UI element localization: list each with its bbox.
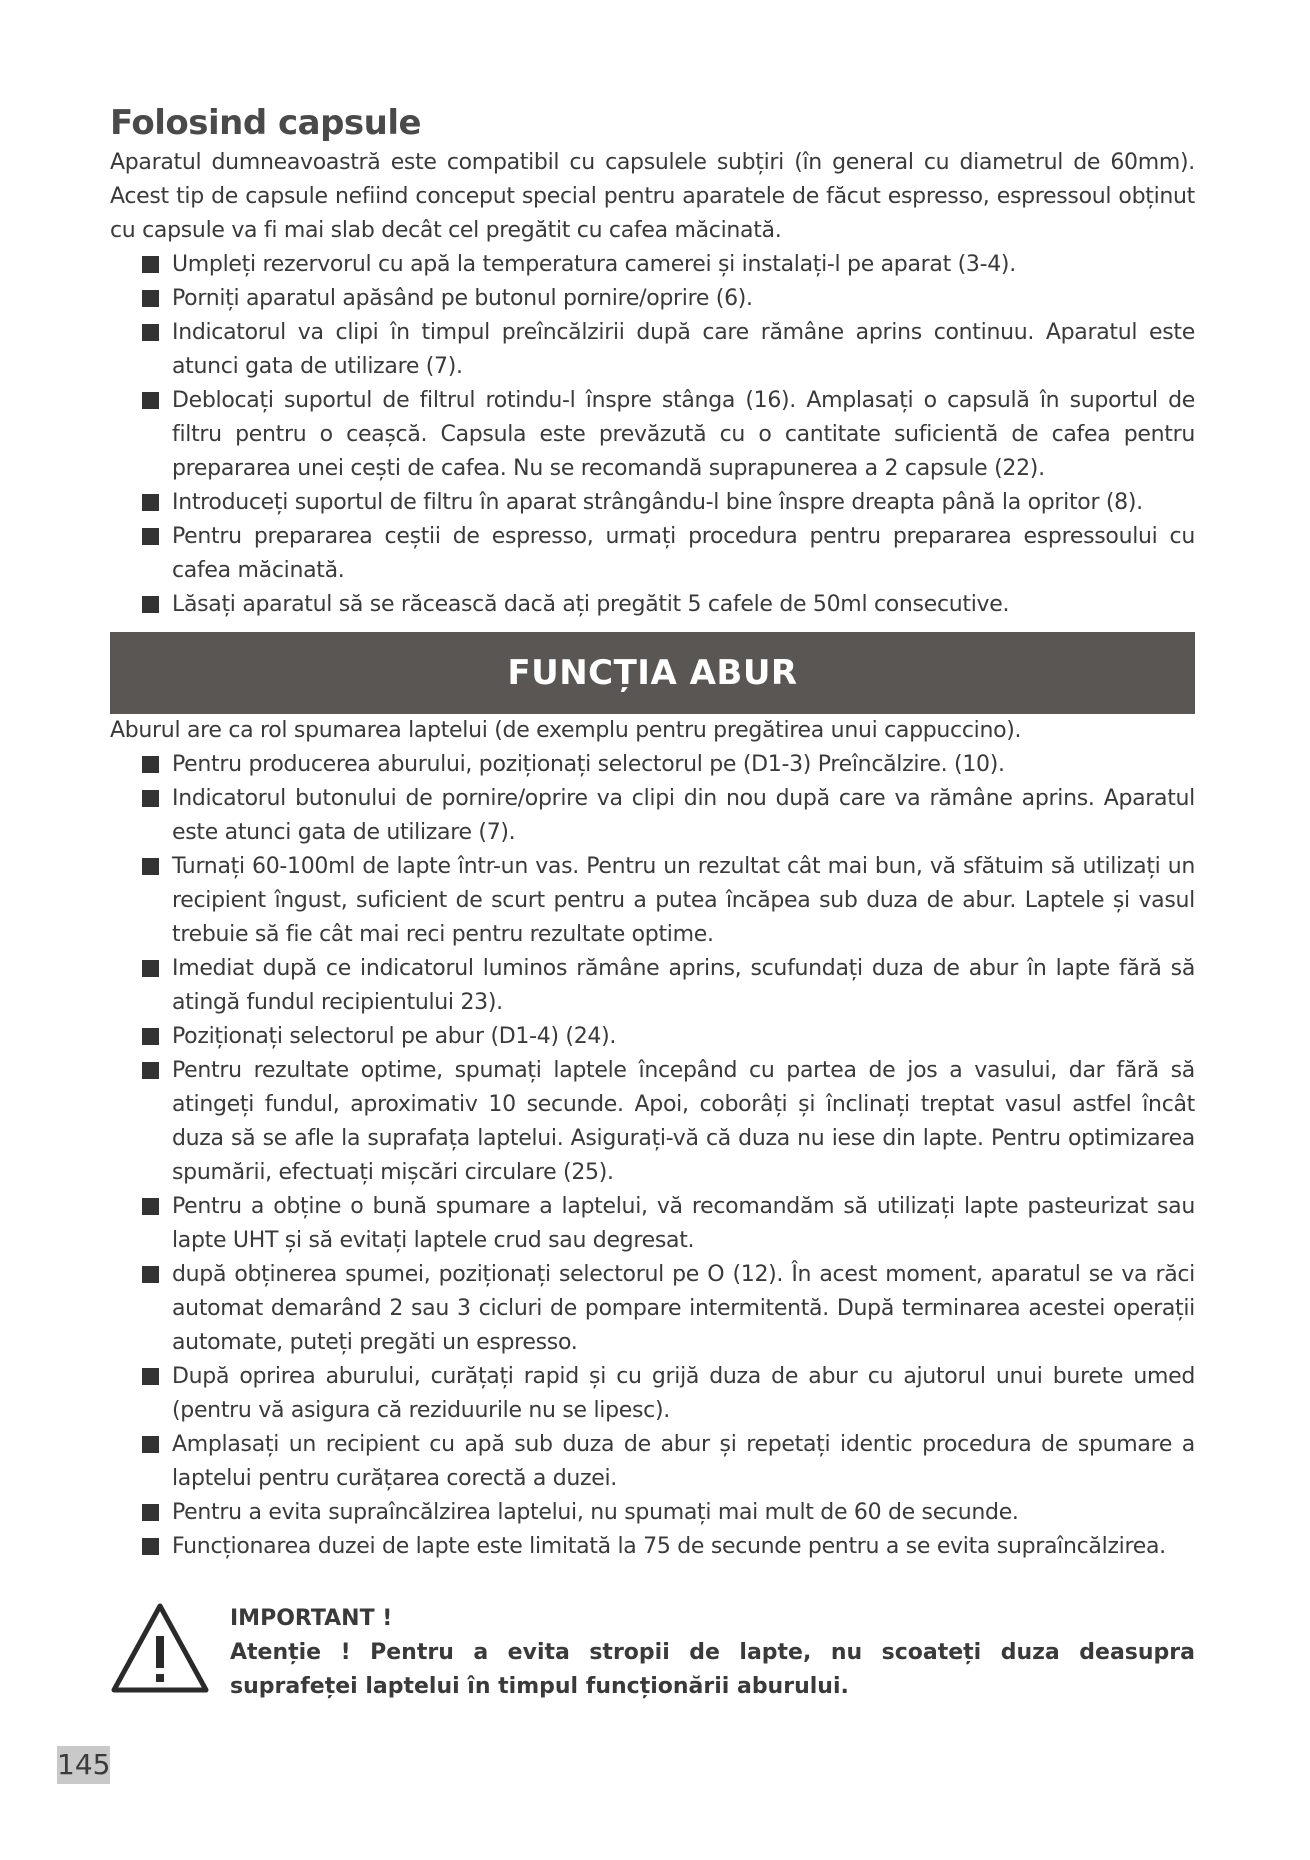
- list-item: Indicatorul butonului de pornire/oprire va clipi din nou după care va rămâne aprins. Aparatul este atunci gata de utilizare (7).: [110, 782, 1195, 850]
- section-title-capsules: Folosind capsule: [110, 103, 422, 143]
- bullet-square-icon: [142, 392, 159, 409]
- bullet-square-icon: [142, 790, 159, 807]
- list-item: Pentru rezultate optime, spumați laptele începând cu partea de jos a vasului, dar fără să atingeți fundul, aproximativ 10 secunde. Apoi, coborâți și înclinați treptat vasul astfel încât duza să se afle la suprafața laptelui. Asigurați-vă că duza nu iese din lapte. Pentru optimizarea spumării, efectuați mișcări circulare (25).: [110, 1054, 1195, 1190]
- bullet-square-icon: [142, 1198, 159, 1215]
- page-content: [110, 100, 1195, 1564]
- bullet-square-icon: [142, 1266, 159, 1283]
- warning-text: Atenție ! Pentru a evita stropii de lapte, nu scoateți duza deasupra suprafeței laptelui în timpul funcționării aburului.: [230, 1640, 1195, 1699]
- list-item: După oprirea aburului, curățați rapid și cu grijă duza de abur cu ajutorul unui burete umed (pentru vă asigura că reziduurile nu se lipesc).: [110, 1360, 1195, 1428]
- section-banner-steam: FUNCȚIA ABUR: [110, 632, 1195, 714]
- bullet-square-icon: [142, 858, 159, 875]
- steam-intro: Aburul are ca rol spumarea laptelui (de exemplu pentru pregătirea unui cappuccino).: [110, 718, 1022, 743]
- list-item: Lăsați aparatul să se răcească dacă ați pregătit 5 cafele de 50ml consecutive.: [110, 588, 1195, 622]
- bullet-square-icon: [142, 324, 159, 341]
- list-item: Poziționați selectorul pe abur (D1-4) (24).: [110, 1020, 1195, 1054]
- capsules-steps: [110, 248, 1195, 622]
- warning-title: IMPORTANT !: [230, 1606, 393, 1631]
- warning-triangle-icon: [110, 1602, 210, 1694]
- bullet-square-icon: [142, 290, 159, 307]
- list-item: Pentru a obține o bună spumare a laptelui, vă recomandăm să utilizați lapte pasteurizat sau lapte UHT și să evitați laptele crud sau degresat.: [110, 1190, 1195, 1258]
- list-item: Funcționarea duzei de lapte este limitată la 75 de secunde pentru a se evita supraîncălzirea.: [110, 1530, 1195, 1564]
- list-item: Pentru producerea aburului, poziționați selectorul pe (D1-3) Preîncălzire. (10).: [110, 748, 1195, 782]
- bullet-square-icon: [142, 1028, 159, 1045]
- bullet-square-icon: [142, 1436, 159, 1453]
- bullet-square-icon: [142, 756, 159, 773]
- list-item: Indicatorul va clipi în timpul preîncălzirii după care rămâne aprins continuu. Aparatul este atunci gata de utilizare (7).: [110, 316, 1195, 384]
- bullet-square-icon: [142, 494, 159, 511]
- bullet-square-icon: [142, 960, 159, 977]
- bullet-square-icon: [142, 1504, 159, 1521]
- list-item: Introduceți suportul de filtru în aparat strângându-l bine înspre dreapta până la opritor (8).: [110, 486, 1195, 520]
- bullet-square-icon: [142, 1538, 159, 1555]
- bullet-square-icon: [142, 596, 159, 613]
- page-number: 145: [57, 1746, 110, 1784]
- list-item: Umpleți rezervorul cu apă la temperatura camerei și instalați-l pe aparat (3-4).: [110, 248, 1195, 282]
- important-warning: [110, 1602, 1195, 1712]
- list-item: Turnați 60-100ml de lapte într-un vas. Pentru un rezultat cât mai bun, vă sfătuim să utilizați un recipient îngust, suficient de scurt pentru a putea încăpea sub duza de abur. Laptele și vasul trebuie să fie cât mai reci pentru rezultate optime.: [110, 850, 1195, 952]
- list-item: Imediat după ce indicatorul luminos rămâne aprins, scufundați duza de abur în lapte fără să atingă fundul recipientului 23).: [110, 952, 1195, 1020]
- list-item: după obținerea spumei, poziționați selectorul pe O (12). În acest moment, aparatul se va răci automat demarând 2 sau 3 cicluri de pompare intermitentă. După terminarea acestei operații automate, puteți pregăti un espresso.: [110, 1258, 1195, 1360]
- list-item: Amplasați un recipient cu apă sub duza de abur și repetați identic procedura de spumare a laptelui pentru curățarea corectă a duzei.: [110, 1428, 1195, 1496]
- bullet-square-icon: [142, 256, 159, 273]
- list-item: Deblocați suportul de filtrul rotindu-l înspre stânga (16). Amplasați o capsulă în suportul de filtru pentru o ceașcă. Capsula este prevăzută cu o cantitate suficientă de cafea pentru prepararea unei cești de cafea. Nu se recomandă suprapunerea a 2 capsule (22).: [110, 384, 1195, 486]
- bullet-square-icon: [142, 1368, 159, 1385]
- capsules-intro: Aparatul dumneavoastră este compatibil cu capsulele subțiri (în general cu diametrul de 60mm). Acest tip de capsule nefiind conceput special pentru aparatele de făcut espresso, espressoul obținut cu capsule va fi mai slab decât cel pregătit cu cafea măcinată.: [110, 150, 1195, 243]
- list-item: Pentru a evita supraîncălzirea laptelui, nu spumați mai mult de 60 de secunde.: [110, 1496, 1195, 1530]
- list-item: Pentru prepararea ceștii de espresso, urmați procedura pentru prepararea espressoului cu cafea măcinată.: [110, 520, 1195, 588]
- bullet-square-icon: [142, 528, 159, 545]
- list-item: Porniți aparatul apăsând pe butonul pornire/oprire (6).: [110, 282, 1195, 316]
- bullet-square-icon: [142, 1062, 159, 1079]
- steam-steps: [110, 748, 1195, 1564]
